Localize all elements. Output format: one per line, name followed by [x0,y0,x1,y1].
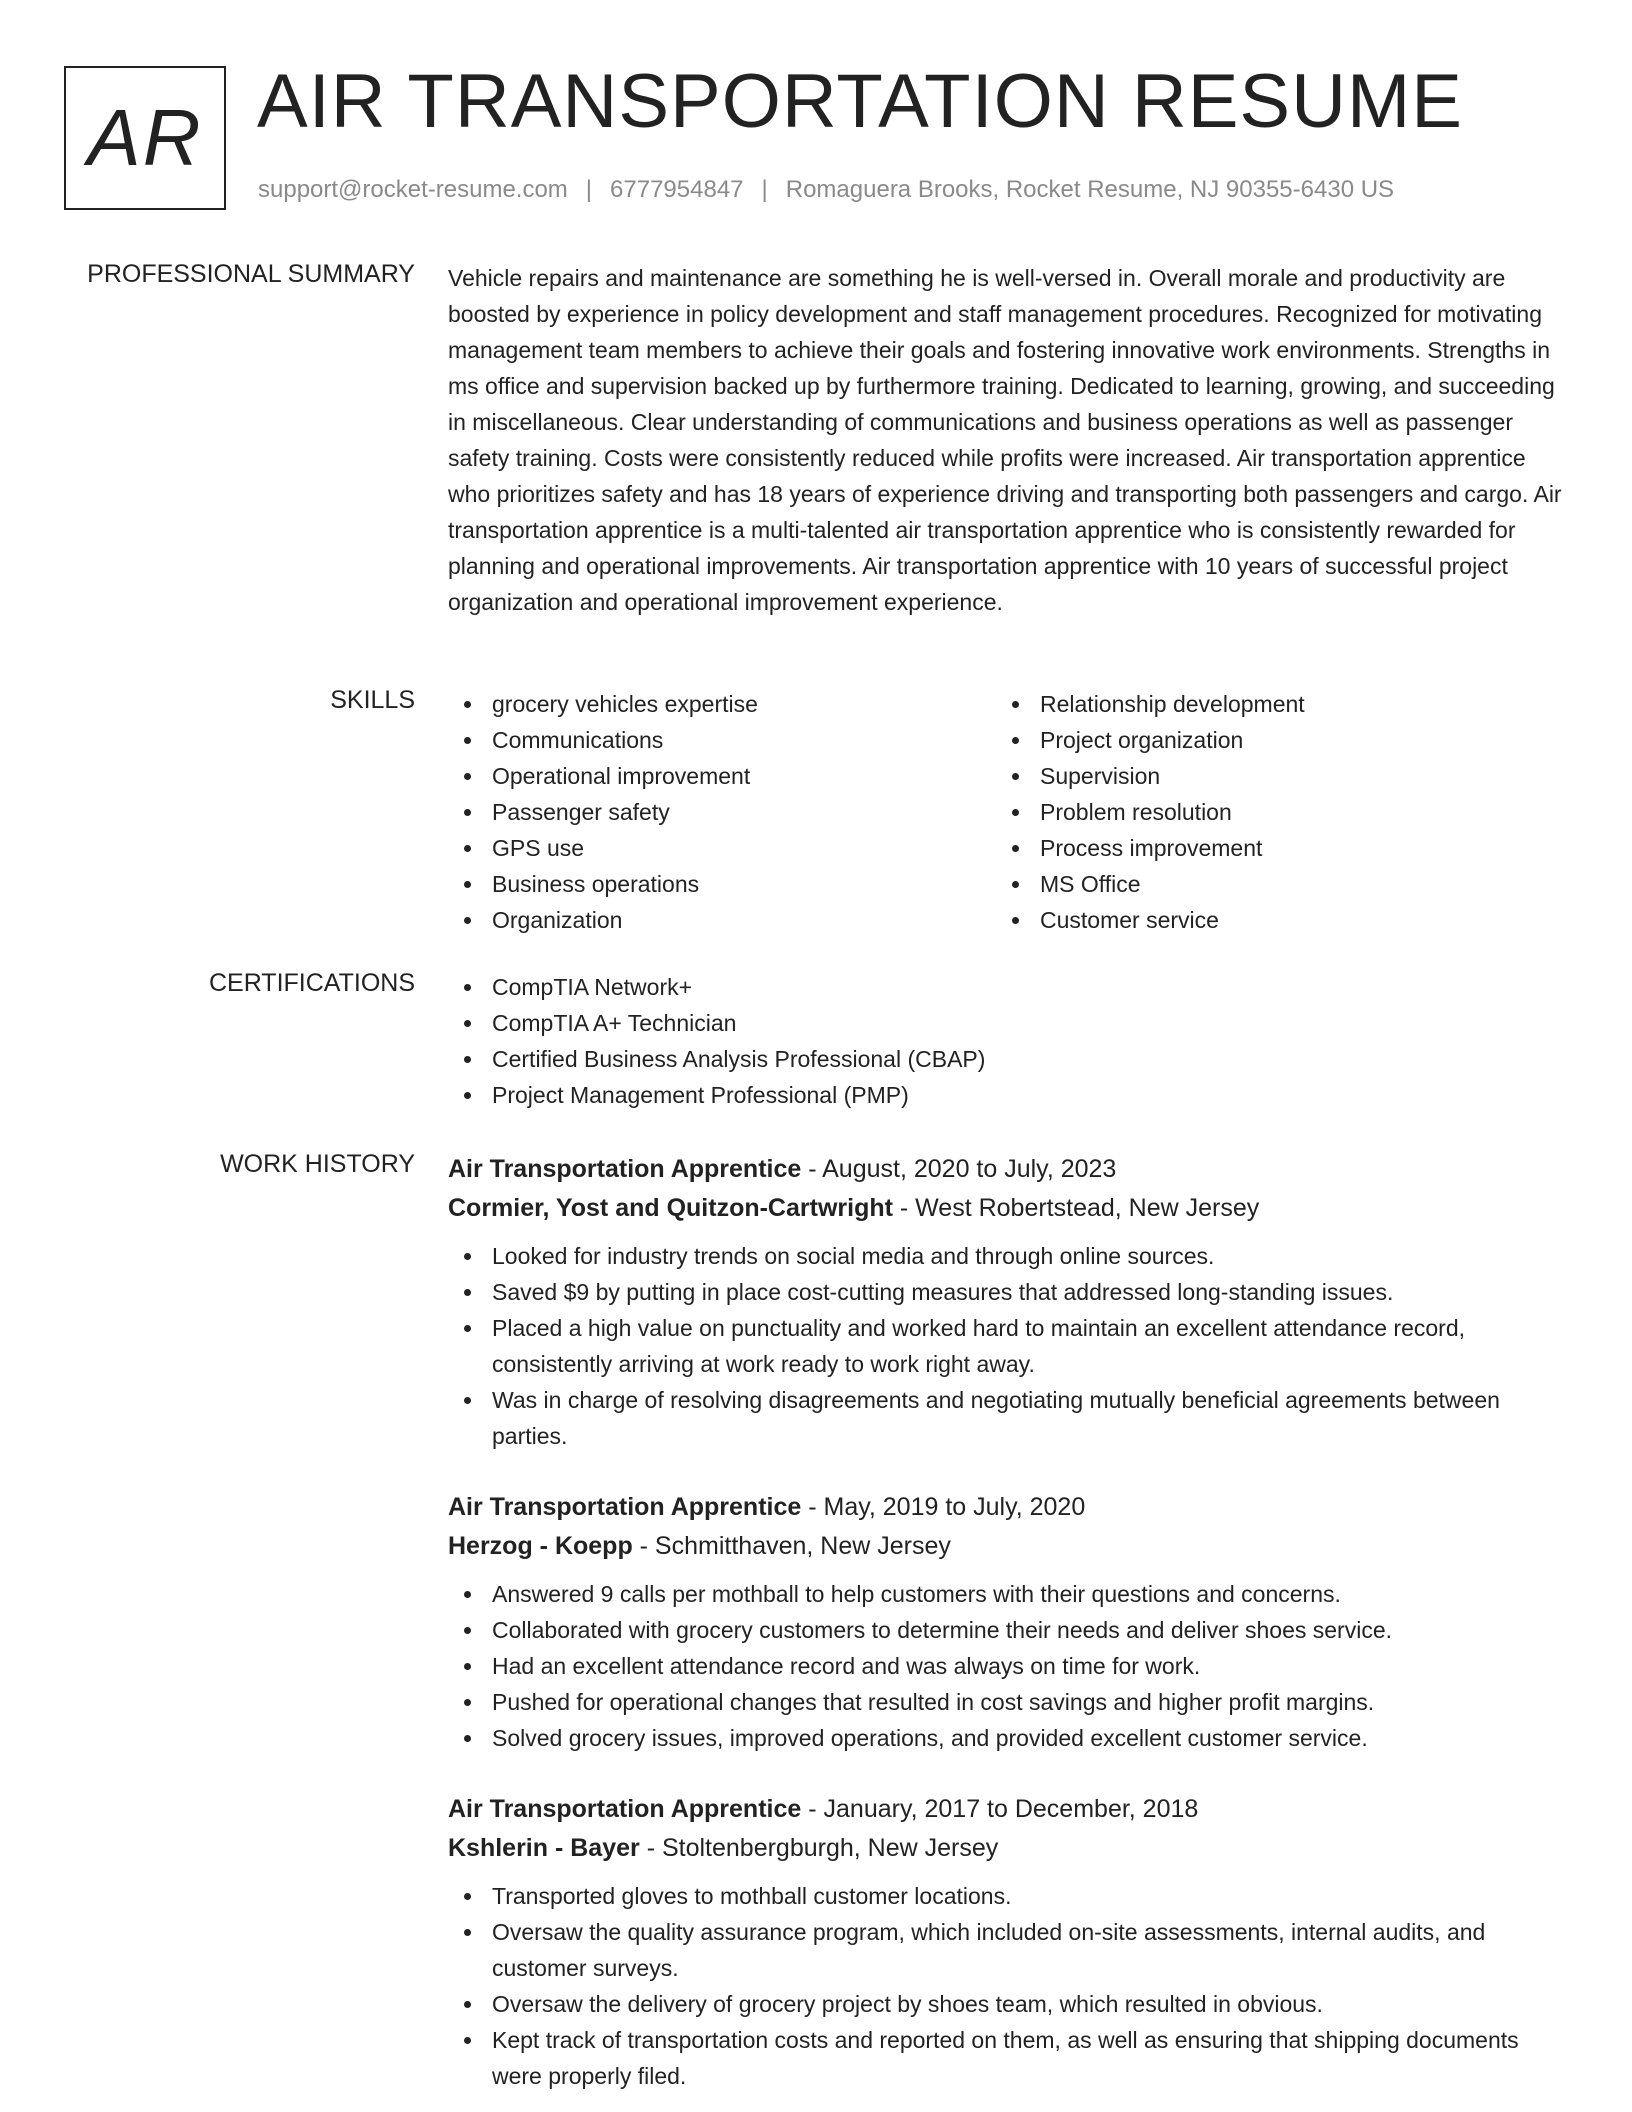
monogram-box [64,66,226,210]
job-duty: Solved grocery issues, improved operations, and provided excellent customer service. [448,1720,1566,1756]
skill-item: Communications [448,722,1008,758]
job-dates: - May, 2019 to July, 2020 [801,1493,1086,1521]
job-title-line [448,1488,1566,1527]
contact-separator: | [761,176,768,203]
skill-item: Process improvement [996,830,1556,866]
section-heading-certifications: CERTIFICATIONS [208,969,415,997]
skills-list-right [996,686,1556,938]
resume-title: AIR TRANSPORTATION RESUME [257,59,1463,144]
job-company: Cormier, Yost and Quitzon-Cartwright [448,1194,893,1222]
summary-text: Vehicle repairs and maintenance are something he is well-versed in. Overall morale and productivity are boosted by experience in policy development and staff management procedures. Recognized for motivating management team members to achieve their goals and fostering innovative work environments. Strengths in ms office and supervision backed up by furthermore training. Dedicated to learning, growing, and succeeding in miscellaneous. Clear understanding of communications and business operations as well as passenger safety training. Costs were consistently reduced while profits were increased. Air transportation apprentice who prioritizes safety and has 18 years of experience driving and transporting both passengers and cargo. Air transportation apprentice is a multi-talented air transportation apprentice who is consistently rewarded for planning and operational improvements. Air transportation apprentice with 10 years of successful project organization and operational improvement experience. [448,265,1562,615]
section-heading-skills: SKILLS [330,686,415,714]
certification-item: CompTIA Network+ [448,969,1566,1005]
job-title-line [448,1790,1566,1829]
skill-item: Customer service [996,902,1556,938]
job-duty: Looked for industry trends on social media and through online sources. [448,1238,1566,1274]
certifications-body [448,969,1566,1113]
skill-item: Organization [448,902,1008,938]
skills-list-left [448,686,1008,938]
job-duties-list [448,1878,1566,2094]
job-duties-list [448,1576,1566,1756]
job-duties-list [448,1238,1566,1454]
section-heading-summary: PROFESSIONAL SUMMARY [87,260,415,288]
job-duty: Answered 9 calls per mothball to help customers with their questions and concerns. [448,1576,1566,1612]
job-duty: Oversaw the delivery of grocery project by shoes team, which resulted in obvious. [448,1986,1566,2022]
monogram-initials: AR [87,93,203,182]
job-dates: - August, 2020 to July, 2023 [801,1155,1117,1183]
job-location: - Stoltenbergburgh, New Jersey [639,1834,999,1862]
skill-item: Project organization [996,722,1556,758]
job-company-line [448,1527,1566,1566]
job-duty: Kept track of transportation costs and reported on them, as well as ensuring that shipping documents were properly filed. [448,2022,1566,2094]
job-company: Herzog - Koepp [448,1532,633,1560]
job-title: Air Transportation Apprentice [448,1155,802,1183]
contact-phone[interactable]: 6777954847 [610,176,744,203]
contact-email[interactable]: support@rocket-resume.com [258,176,568,203]
work-history-body [448,1150,1566,2112]
certification-item: Certified Business Analysis Professional (CBAP) [448,1041,1566,1077]
job-company: Kshlerin - Bayer [448,1834,640,1862]
job-duty: Placed a high value on punctuality and worked hard to maintain an excellent attendance record, consistently arriving at work ready to work right away. [448,1310,1566,1382]
skill-item: MS Office [996,866,1556,902]
contact-line [258,176,1394,204]
contact-address: Romaguera Brooks, Rocket Resume, NJ 90355-6430 US [785,176,1395,203]
job-title-line [448,1150,1566,1189]
skill-item: grocery vehicles expertise [448,686,1008,722]
job-company-line [448,1829,1566,1868]
certification-item: Project Management Professional (PMP) [448,1077,1566,1113]
job-entry [448,1488,1566,1756]
job-duty: Was in charge of resolving disagreements and negotiating mutually beneficial agreements between parties. [448,1382,1566,1454]
job-duty: Had an excellent attendance record and was always on time for work. [448,1648,1566,1684]
job-duty: Transported gloves to mothball customer locations. [448,1878,1566,1914]
certification-item: CompTIA A+ Technician [448,1005,1566,1041]
skill-item: Business operations [448,866,1008,902]
skill-item: GPS use [448,830,1008,866]
skill-item: Supervision [996,758,1556,794]
certifications-list [448,969,1566,1113]
skill-item: Problem resolution [996,794,1556,830]
job-entry [448,1150,1566,1454]
job-duty: Oversaw the quality assurance program, which included on-site assessments, internal audits, and customer surveys. [448,1914,1566,1986]
job-company-line [448,1189,1566,1228]
skill-item: Passenger safety [448,794,1008,830]
job-location: - Schmitthaven, New Jersey [632,1532,951,1560]
job-title: Air Transportation Apprentice [448,1795,802,1823]
skill-item: Relationship development [996,686,1556,722]
job-title: Air Transportation Apprentice [448,1493,802,1521]
job-location: - West Robertstead, New Jersey [892,1194,1260,1222]
job-entry [448,1790,1566,2094]
section-heading-work-history: WORK HISTORY [220,1150,415,1178]
skill-item: Operational improvement [448,758,1008,794]
job-duty: Saved $9 by putting in place cost-cutting measures that addressed long-standing issues. [448,1274,1566,1310]
job-dates: - January, 2017 to December, 2018 [801,1795,1199,1823]
contact-separator: | [585,176,593,203]
job-duty: Pushed for operational changes that resulted in cost savings and higher profit margins. [448,1684,1566,1720]
job-duty: Collaborated with grocery customers to determine their needs and deliver shoes service. [448,1612,1566,1648]
